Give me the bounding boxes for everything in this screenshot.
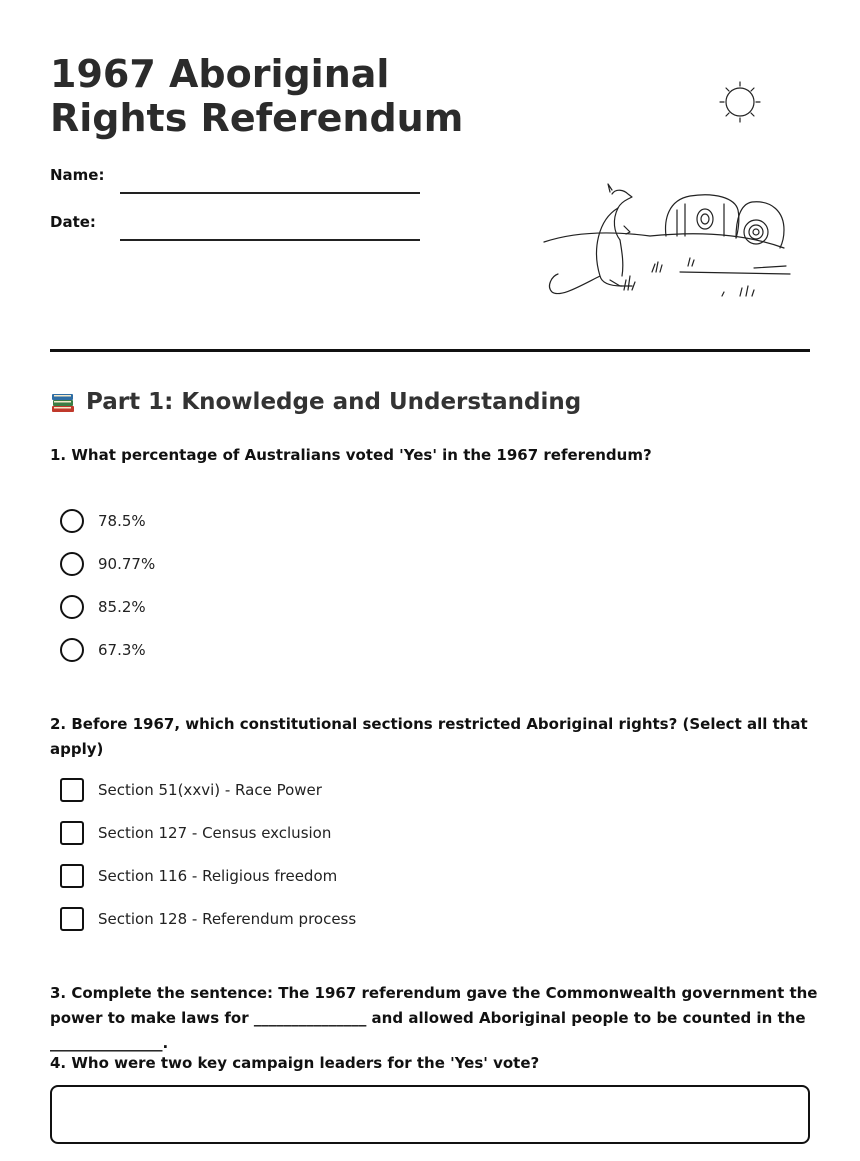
q1-option-4[interactable] bbox=[60, 638, 146, 662]
rock-art-icon bbox=[666, 195, 784, 248]
name-label: Name: bbox=[50, 166, 105, 184]
q1-option-1[interactable] bbox=[60, 509, 146, 533]
q1-option-label: 78.5% bbox=[98, 512, 146, 530]
q2-option-label: Section 127 - Census exclusion bbox=[98, 824, 332, 842]
name-field bbox=[50, 166, 420, 184]
date-label: Date: bbox=[50, 213, 96, 231]
checkbox[interactable] bbox=[60, 821, 84, 845]
worksheet-title: 1967 Aboriginal Rights Referendum bbox=[50, 52, 464, 140]
kangaroo-landscape-illustration bbox=[540, 80, 810, 310]
radio-button[interactable] bbox=[60, 552, 84, 576]
question-4: 4. Who were two key campaign leaders for the 'Yes' vote? bbox=[50, 1054, 540, 1072]
q2-option-2[interactable] bbox=[60, 821, 331, 845]
radio-button[interactable] bbox=[60, 638, 84, 662]
part1-heading bbox=[50, 389, 581, 415]
q1-option-label: 67.3% bbox=[98, 641, 146, 659]
radio-button[interactable] bbox=[60, 509, 84, 533]
q2-option-label: Section 116 - Religious freedom bbox=[98, 867, 338, 885]
question-3: 3. Complete the sentence: The 1967 referendum gave the Commonwealth government the power to make laws for _______________ and allowed Aboriginal people to be counted in the _______________. bbox=[50, 984, 818, 1052]
checkbox[interactable] bbox=[60, 864, 84, 888]
q1-option-label: 90.77% bbox=[98, 555, 156, 573]
kangaroo-icon bbox=[550, 184, 632, 294]
date-field bbox=[50, 213, 420, 231]
q1-option-label: 85.2% bbox=[98, 598, 146, 616]
checkbox[interactable] bbox=[60, 778, 84, 802]
books-icon bbox=[50, 389, 76, 415]
radio-button[interactable] bbox=[60, 595, 84, 619]
checkbox[interactable] bbox=[60, 907, 84, 931]
q2-option-1[interactable] bbox=[60, 778, 322, 802]
q2-option-label: Section 128 - Referendum process bbox=[98, 910, 357, 928]
header-divider bbox=[50, 349, 810, 352]
q1-option-2[interactable] bbox=[60, 552, 155, 576]
sun-icon bbox=[720, 82, 760, 122]
q1-option-3[interactable] bbox=[60, 595, 146, 619]
name-input-line[interactable] bbox=[120, 192, 420, 194]
question-1: 1. What percentage of Australians voted 'Yes' in the 1967 referendum? bbox=[50, 446, 652, 464]
date-input-line[interactable] bbox=[120, 239, 420, 241]
q2-option-label: Section 51(xxvi) - Race Power bbox=[98, 781, 322, 799]
q2-option-3[interactable] bbox=[60, 864, 337, 888]
grass-tufts bbox=[624, 258, 754, 296]
q4-answer-box[interactable] bbox=[50, 1085, 810, 1144]
q2-option-4[interactable] bbox=[60, 907, 356, 931]
question-2: 2. Before 1967, which constitutional sections restricted Aboriginal rights? (Select all that apply) bbox=[50, 715, 808, 758]
part1-title: Part 1: Knowledge and Understanding bbox=[86, 389, 582, 415]
